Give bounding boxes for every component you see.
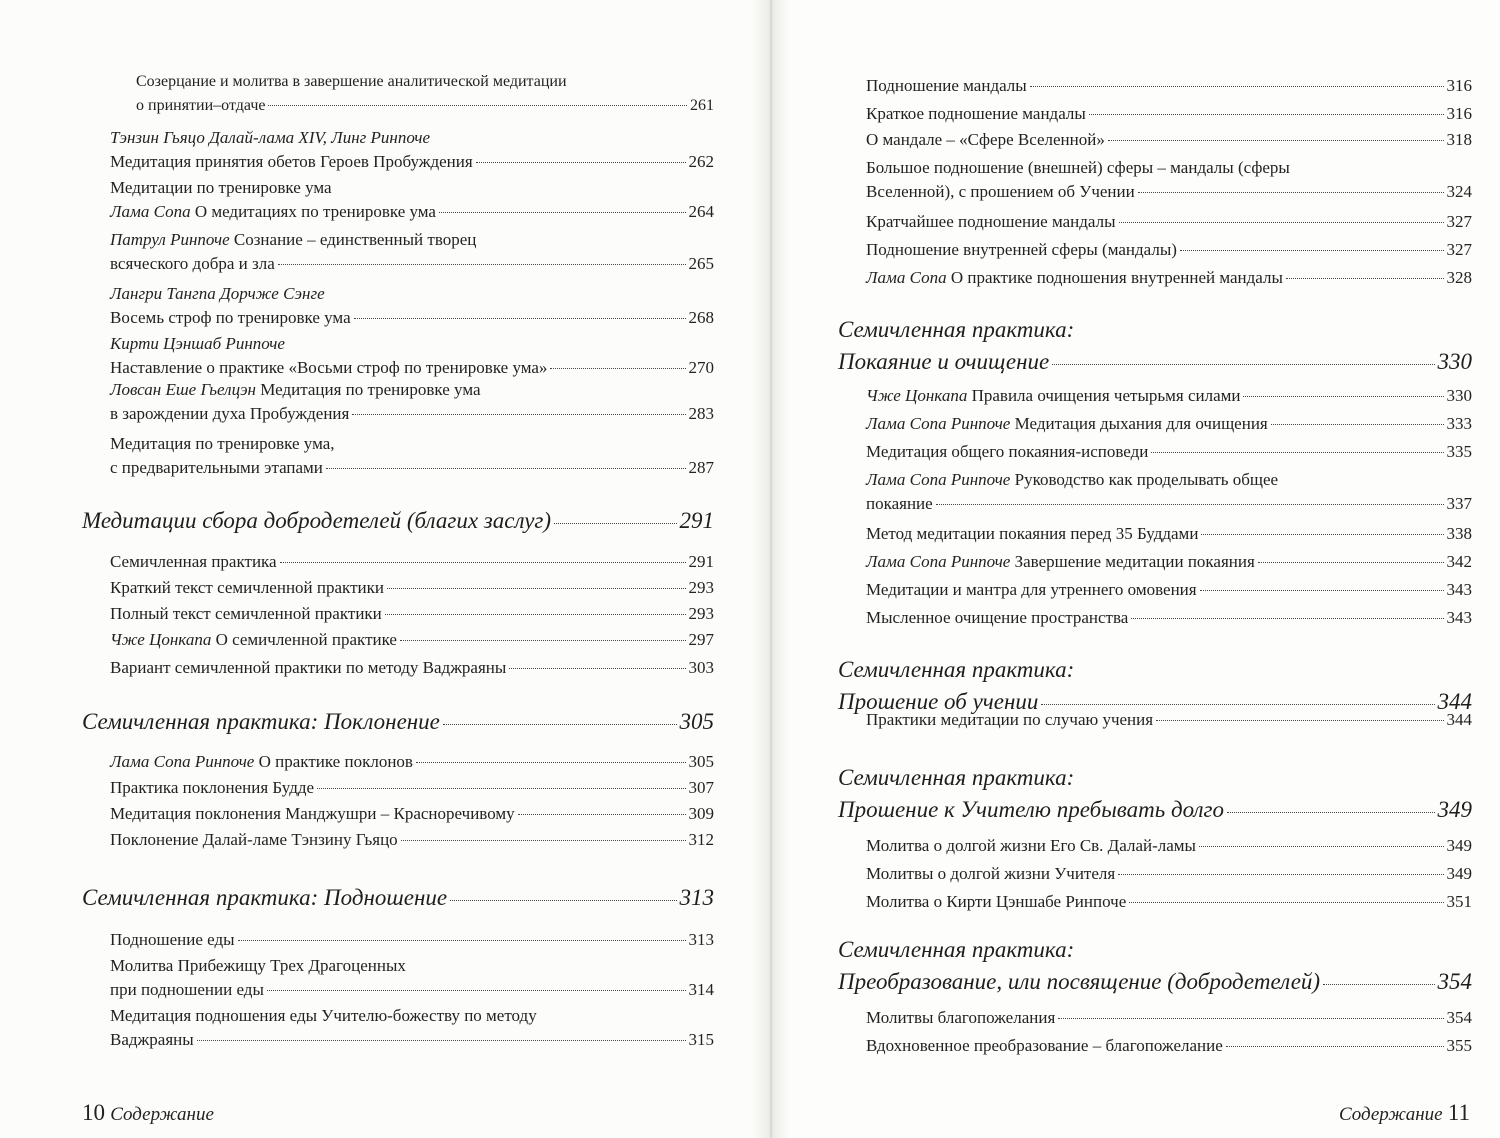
toc-entry-title <box>866 606 1128 630</box>
toc-entry[interactable] <box>838 128 1472 152</box>
dot-leader <box>1129 902 1443 903</box>
toc-page-number: 338 <box>1446 524 1472 543</box>
dot-leader <box>317 788 685 789</box>
toc-title-text: Молитва Прибежищу Трех Драгоценных <box>110 956 406 975</box>
toc-page-number: 313 <box>679 885 714 910</box>
toc-entry-title <box>866 708 1153 732</box>
toc-page-number: 327 <box>1446 240 1472 259</box>
toc-entry-title <box>110 628 397 652</box>
toc-entry[interactable] <box>82 954 714 1002</box>
toc-author: Патрул Ринпоче <box>110 230 230 249</box>
toc-entry[interactable] <box>838 440 1472 464</box>
toc-entry-title <box>110 1006 537 1025</box>
toc-entry[interactable] <box>838 606 1472 630</box>
toc-entry[interactable] <box>82 628 714 652</box>
toc-entry[interactable] <box>838 412 1472 436</box>
toc-title-text: О практике поклонов <box>258 752 413 771</box>
toc-entry[interactable] <box>82 176 714 200</box>
toc-page-number: 261 <box>690 97 714 114</box>
toc-title-text: Медитации по тренировке ума <box>110 178 332 197</box>
toc-entry[interactable] <box>82 126 714 174</box>
toc-entry-title <box>866 890 1126 914</box>
toc-title-text: Прошение к Учителю пребывать долго <box>838 797 1225 822</box>
toc-title-text: Подношение еды <box>110 930 235 949</box>
toc-title-text: Медитация поклонения Манджушри – Красноречивому <box>110 804 515 823</box>
dot-leader <box>1058 1018 1443 1019</box>
dot-leader <box>1286 278 1444 279</box>
toc-title-text: Созерцание и молитва в завершение аналитической медитации <box>136 73 567 90</box>
dot-leader <box>1030 86 1444 87</box>
toc-entry-title <box>110 978 264 1002</box>
toc-title-text: Семичленная практика: <box>838 317 1075 342</box>
dot-leader <box>1201 534 1443 535</box>
toc-entry-title <box>110 150 473 174</box>
toc-title-text: Краткий текст семичленной практики <box>110 578 384 597</box>
toc-title-text: Кратчайшее подношение мандалы <box>866 212 1116 231</box>
toc-entry[interactable] <box>838 550 1472 574</box>
toc-entry-title <box>110 928 235 952</box>
toc-entry-title <box>866 862 1115 886</box>
toc-page-number: 344 <box>1446 710 1472 729</box>
dot-leader <box>278 264 686 265</box>
dot-leader <box>354 318 686 319</box>
toc-entry-title <box>866 522 1198 546</box>
dot-leader <box>1108 140 1444 141</box>
toc-entry-title <box>866 128 1105 152</box>
running-title: Содержание <box>1338 1104 1443 1125</box>
toc-title-text: Наставление о практике «Восьми строф по тренировке ума» <box>110 358 548 377</box>
toc-page-number: 287 <box>688 458 714 477</box>
toc-title-text: Медитация подношения еды Учителю-божеству по методу <box>110 1006 537 1025</box>
toc-entry[interactable] <box>82 776 714 800</box>
toc-page-number: 265 <box>688 254 714 273</box>
dot-leader <box>1041 704 1434 705</box>
toc-title-text: Подношение внутренней сферы (мандалы) <box>866 240 1177 259</box>
toc-entry-title <box>110 252 275 276</box>
toc-section-heading[interactable] <box>838 762 1472 826</box>
toc-entry-title <box>110 200 436 224</box>
toc-entry[interactable] <box>838 708 1472 732</box>
toc-title-text: Полный текст семичленной практики <box>110 604 382 623</box>
toc-title-text: Правила очищения четырьмя силами <box>971 386 1241 405</box>
toc-entry-title <box>110 456 323 480</box>
toc-entry[interactable] <box>838 266 1472 290</box>
toc-page-number: 327 <box>1446 212 1472 231</box>
toc-author: Лангри Тангпа Дорчже Сэнге <box>110 284 325 303</box>
dot-leader <box>280 562 686 563</box>
dot-leader <box>443 724 677 725</box>
toc-title-text: Практики медитации по случаю учения <box>866 710 1154 729</box>
toc-entry-title <box>866 210 1116 234</box>
dot-leader <box>401 840 686 841</box>
toc-title-text: Мысленное очищение пространства <box>866 608 1129 627</box>
toc-author: Лама Сопа Ринпоче <box>866 470 1011 489</box>
toc-title-text: Вариант семичленной практики по методу Ваджраяны <box>110 658 507 677</box>
dot-leader <box>1271 424 1444 425</box>
toc-author: Кирти Цэншаб Ринпоче <box>110 334 285 353</box>
toc-page-number: 318 <box>1446 130 1472 149</box>
toc-entry-title <box>866 74 1027 98</box>
toc-entry[interactable] <box>82 550 714 574</box>
toc-title-text: Семичленная практика: <box>838 765 1075 790</box>
toc-title-text: в зарождении духа Пробуждения <box>110 404 350 423</box>
dot-leader <box>1227 812 1434 813</box>
toc-entry[interactable] <box>838 890 1472 914</box>
dot-leader <box>1118 874 1443 875</box>
running-title: Содержание <box>110 1104 214 1125</box>
toc-title-text: всяческого добра и зла <box>110 254 275 273</box>
toc-title-text: Большое подношение (внешней) сферы – мандалы (сферы <box>866 158 1290 177</box>
dot-leader <box>1131 618 1443 619</box>
toc-page-number: 283 <box>688 404 714 423</box>
toc-entry-title <box>110 380 481 399</box>
toc-entry[interactable] <box>82 576 714 600</box>
toc-entry-title <box>866 1006 1055 1030</box>
toc-title-text: Молитвы о долгой жизни Учителя <box>866 864 1116 883</box>
toc-page-number: 316 <box>1446 76 1472 95</box>
toc-entry-title <box>838 657 1074 682</box>
dot-leader <box>550 368 685 369</box>
toc-entry[interactable] <box>838 1006 1472 1030</box>
toc-page-number: 328 <box>1446 268 1472 287</box>
toc-entry[interactable] <box>82 228 714 276</box>
toc-entry-title <box>838 346 1049 378</box>
page-number: 10 <box>82 1100 105 1125</box>
toc-entry-title <box>866 102 1086 126</box>
dot-leader <box>1243 396 1443 397</box>
toc-page-number: 351 <box>1446 892 1472 911</box>
toc-section-heading[interactable] <box>82 505 714 537</box>
toc-entry[interactable] <box>82 750 714 774</box>
toc-title-text: О практике подношения внутренней мандалы <box>950 268 1283 287</box>
toc-title-text: Медитация дыхания для очищения <box>1014 414 1268 433</box>
toc-page-number: 330 <box>1437 349 1472 374</box>
dot-leader <box>1151 452 1443 453</box>
toc-page-number: 305 <box>679 709 714 734</box>
toc-entry[interactable] <box>82 602 714 626</box>
toc-entry[interactable] <box>838 834 1472 858</box>
toc-title-text: Медитации сбора добродетелей (благих заслуг) <box>82 508 552 533</box>
toc-page-number: 349 <box>1437 797 1472 822</box>
toc-entry-title <box>136 94 265 118</box>
page-number: 11 <box>1447 1100 1470 1125</box>
toc-page-number: 264 <box>688 202 714 221</box>
toc-title-text: Метод медитации покаяния перед 35 Буддами <box>866 524 1199 543</box>
toc-entry-title <box>866 440 1148 464</box>
toc-entry-title <box>110 828 398 852</box>
toc-entry-title <box>110 550 277 574</box>
toc-page-number: 349 <box>1446 864 1472 883</box>
toc-page-number: 293 <box>688 604 714 623</box>
toc-page-number: 291 <box>688 552 714 571</box>
left-page-footer <box>82 1100 214 1126</box>
toc-entry-title <box>866 1034 1223 1058</box>
toc-entry[interactable] <box>838 102 1472 126</box>
toc-entry[interactable] <box>838 578 1472 602</box>
toc-page-number: 343 <box>1446 608 1472 627</box>
toc-entry-title <box>866 384 1240 408</box>
toc-entry-title <box>110 776 314 800</box>
dot-leader <box>1138 192 1444 193</box>
toc-title-text: при подношении еды <box>110 980 264 999</box>
toc-entry[interactable] <box>838 522 1472 546</box>
toc-title-text: Подношение мандалы <box>866 76 1027 95</box>
toc-entry[interactable] <box>82 432 714 480</box>
toc-section-heading[interactable] <box>82 882 714 914</box>
toc-author: Лама Сопа Ринпоче <box>866 552 1011 571</box>
toc-entry[interactable] <box>838 468 1472 516</box>
toc-title-text: Медитация по тренировке ума, <box>110 434 335 453</box>
toc-entry-title <box>110 656 506 680</box>
dot-leader <box>387 588 686 589</box>
toc-title-text: Медитация по тренировке ума <box>260 380 481 399</box>
toc-entry-title <box>110 178 332 197</box>
toc-title-text: Молитва о долгой жизни Его Св. Далай-ламы <box>866 836 1196 855</box>
dot-leader <box>936 504 1444 505</box>
toc-entry-title <box>110 956 406 975</box>
toc-title-text: Покаяние и очищение <box>838 349 1050 374</box>
toc-title-text: Сознание – единственный творец <box>233 230 477 249</box>
dot-leader <box>1089 114 1444 115</box>
toc-entry-title <box>82 882 447 914</box>
toc-title-text: Медитация общего покаяния-исповеди <box>866 442 1149 461</box>
dot-leader <box>476 162 686 163</box>
toc-entry-title <box>838 765 1074 790</box>
toc-title-text: Поклонение Далай-ламе Тэнзину Гьяцо <box>110 830 398 849</box>
toc-entry-title <box>110 1028 194 1052</box>
toc-title-text: Молитвы благопожелания <box>866 1008 1056 1027</box>
toc-entry-title <box>82 505 551 537</box>
toc-entry-title <box>866 180 1135 204</box>
dot-leader <box>450 900 676 901</box>
toc-page-number: 330 <box>1446 386 1472 405</box>
toc-title-text: Руководство как проделывать общее <box>1014 470 1279 489</box>
toc-page-number: 303 <box>688 658 714 677</box>
toc-title-text: Вдохновенное преобразование – благопожелание <box>866 1036 1223 1055</box>
toc-entry-title <box>110 750 413 774</box>
toc-title-text: О семичленной практике <box>215 630 397 649</box>
toc-page-number: 314 <box>688 980 714 999</box>
toc-entry[interactable] <box>82 1004 714 1052</box>
toc-title-text: Медитация принятия обетов Героев Пробуждения <box>110 152 473 171</box>
toc-entry-title <box>136 73 567 90</box>
dot-leader <box>1052 364 1434 365</box>
toc-page-number: 268 <box>688 308 714 327</box>
toc-entry-title <box>866 550 1255 574</box>
toc-entry-title <box>110 602 382 626</box>
toc-page-number: 305 <box>688 752 714 771</box>
toc-entry-title <box>866 470 1278 489</box>
dot-leader <box>416 762 686 763</box>
dot-leader <box>1119 222 1444 223</box>
toc-page-number: 270 <box>688 358 714 377</box>
right-page-footer <box>1339 1100 1470 1126</box>
toc-page-number: 297 <box>688 630 714 649</box>
toc-entry-title <box>866 834 1196 858</box>
toc-entry-title <box>866 158 1290 177</box>
toc-page-number: 307 <box>688 778 714 797</box>
toc-section-heading[interactable] <box>82 706 714 738</box>
toc-page-number: 316 <box>1446 104 1472 123</box>
dot-leader <box>267 990 686 991</box>
toc-title-text: Ваджраяны <box>110 1030 194 1049</box>
toc-entry[interactable] <box>838 156 1472 204</box>
toc-title-text: Краткое подношение мандалы <box>866 104 1086 123</box>
toc-title-text: Прошение об учении <box>838 689 1039 714</box>
toc-entry-title <box>110 802 515 826</box>
toc-page-number: 337 <box>1446 494 1472 513</box>
toc-entry-title <box>110 434 335 453</box>
toc-page-number: 343 <box>1446 580 1472 599</box>
toc-author: Чже Цонкапа <box>866 386 968 405</box>
toc-title-text: Практика поклонения Будде <box>110 778 315 797</box>
toc-entry[interactable] <box>82 378 714 426</box>
toc-entry[interactable] <box>82 828 714 852</box>
toc-entry[interactable] <box>838 862 1472 886</box>
toc-author: Лама Сопа <box>866 268 947 287</box>
toc-entry-title <box>838 966 1320 998</box>
toc-title-text: покаяние <box>866 494 933 513</box>
toc-entry-title <box>866 412 1268 436</box>
toc-entry-title <box>110 576 384 600</box>
toc-entry[interactable] <box>838 238 1472 262</box>
toc-title-text: Медитации и мантра для утреннего омовения <box>866 580 1197 599</box>
toc-page-number: 344 <box>1437 689 1472 714</box>
toc-title-text: Преобразование, или посвящение (добродетелей) <box>838 969 1321 994</box>
dot-leader <box>385 614 686 615</box>
toc-page-number: 354 <box>1437 969 1472 994</box>
toc-title-text: Семичленная практика: Подношение <box>82 885 448 910</box>
toc-entry[interactable] <box>82 802 714 826</box>
toc-page-number: 262 <box>688 152 714 171</box>
toc-entry-title <box>110 356 547 380</box>
toc-section-heading[interactable] <box>838 314 1472 378</box>
toc-entry[interactable] <box>82 200 714 224</box>
dot-leader <box>1180 250 1444 251</box>
dot-leader <box>1226 1046 1444 1047</box>
toc-author: Лама Сопа <box>110 202 191 221</box>
toc-page-number: 309 <box>688 804 714 823</box>
toc-entry[interactable] <box>838 210 1472 234</box>
toc-entry-title <box>838 317 1074 342</box>
dot-leader <box>268 105 687 106</box>
toc-page-number: 333 <box>1446 414 1472 433</box>
toc-page-number: 324 <box>1446 182 1472 201</box>
toc-title-text: Вселенной), с прошением об Учении <box>866 182 1135 201</box>
toc-page-number: 313 <box>688 930 714 949</box>
toc-entry-title <box>838 937 1074 962</box>
dot-leader <box>400 640 686 641</box>
toc-author: Лама Сопа Ринпоче <box>110 752 255 771</box>
toc-entry-title <box>110 306 351 330</box>
toc-page-number: 349 <box>1446 836 1472 855</box>
toc-title-text: Семичленная практика: <box>838 937 1075 962</box>
dot-leader <box>1323 984 1434 985</box>
dot-leader <box>439 212 686 213</box>
toc-entry[interactable] <box>82 928 714 952</box>
toc-entry[interactable] <box>82 70 714 118</box>
toc-page-number: 355 <box>1446 1036 1472 1055</box>
dot-leader <box>352 414 685 415</box>
toc-entry-title <box>866 238 1177 262</box>
dot-leader <box>1200 590 1444 591</box>
toc-title-text: Семичленная практика: Поклонение <box>82 709 440 734</box>
toc-entry-title <box>82 706 440 738</box>
toc-entry[interactable] <box>838 1034 1472 1058</box>
toc-page-number: 354 <box>1446 1008 1472 1027</box>
toc-entry-title <box>110 230 476 249</box>
toc-page-number: 335 <box>1446 442 1472 461</box>
toc-entry-title <box>838 794 1224 826</box>
dot-leader <box>509 668 685 669</box>
dot-leader <box>1199 846 1444 847</box>
toc-entry[interactable] <box>838 384 1472 408</box>
toc-title-text: О медитациях по тренировке ума <box>194 202 436 221</box>
toc-page-number: 342 <box>1446 552 1472 571</box>
toc-author: Чже Цонкапа <box>110 630 212 649</box>
toc-entry-title <box>866 492 933 516</box>
toc-title-text: Семичленная практика <box>110 552 277 571</box>
toc-page-number: 293 <box>688 578 714 597</box>
toc-entry[interactable] <box>82 656 714 680</box>
toc-entry-title <box>866 266 1283 290</box>
toc-title-text: Восемь строф по тренировке ума <box>110 308 351 327</box>
toc-entry-title <box>866 578 1197 602</box>
toc-page-number: 315 <box>688 1030 714 1049</box>
dot-leader <box>1156 720 1443 721</box>
toc-title-text: О мандале – «Сфере Вселенной» <box>866 130 1105 149</box>
toc-title-text: Молитва о Кирти Цэншабе Ринпоче <box>866 892 1127 911</box>
dot-leader <box>1258 562 1444 563</box>
dot-leader <box>518 814 686 815</box>
dot-leader <box>238 940 686 941</box>
toc-title-text: Завершение медитации покаяния <box>1014 552 1255 571</box>
toc-author: Лама Сопа Ринпоче <box>866 414 1011 433</box>
toc-author: Тэнзин Гьяцо Далай-лама XIV, Линг Ринпоче <box>110 128 431 147</box>
toc-author: Ловсан Еше Гьелцэн <box>110 380 256 399</box>
dot-leader <box>326 468 686 469</box>
toc-entry[interactable] <box>82 282 714 330</box>
toc-title-text: с предварительными этапами <box>110 458 323 477</box>
toc-section-heading[interactable] <box>838 934 1472 998</box>
toc-title-text: о принятии–отдаче <box>136 97 266 114</box>
toc-page-number: 291 <box>679 508 714 533</box>
book-gutter <box>752 0 790 1138</box>
dot-leader <box>197 1040 686 1041</box>
toc-entry-title <box>110 402 349 426</box>
toc-entry[interactable] <box>82 332 714 380</box>
toc-page-number: 312 <box>688 830 714 849</box>
toc-entry[interactable] <box>838 74 1472 98</box>
toc-title-text: Семичленная практика: <box>838 657 1075 682</box>
dot-leader <box>554 523 676 524</box>
